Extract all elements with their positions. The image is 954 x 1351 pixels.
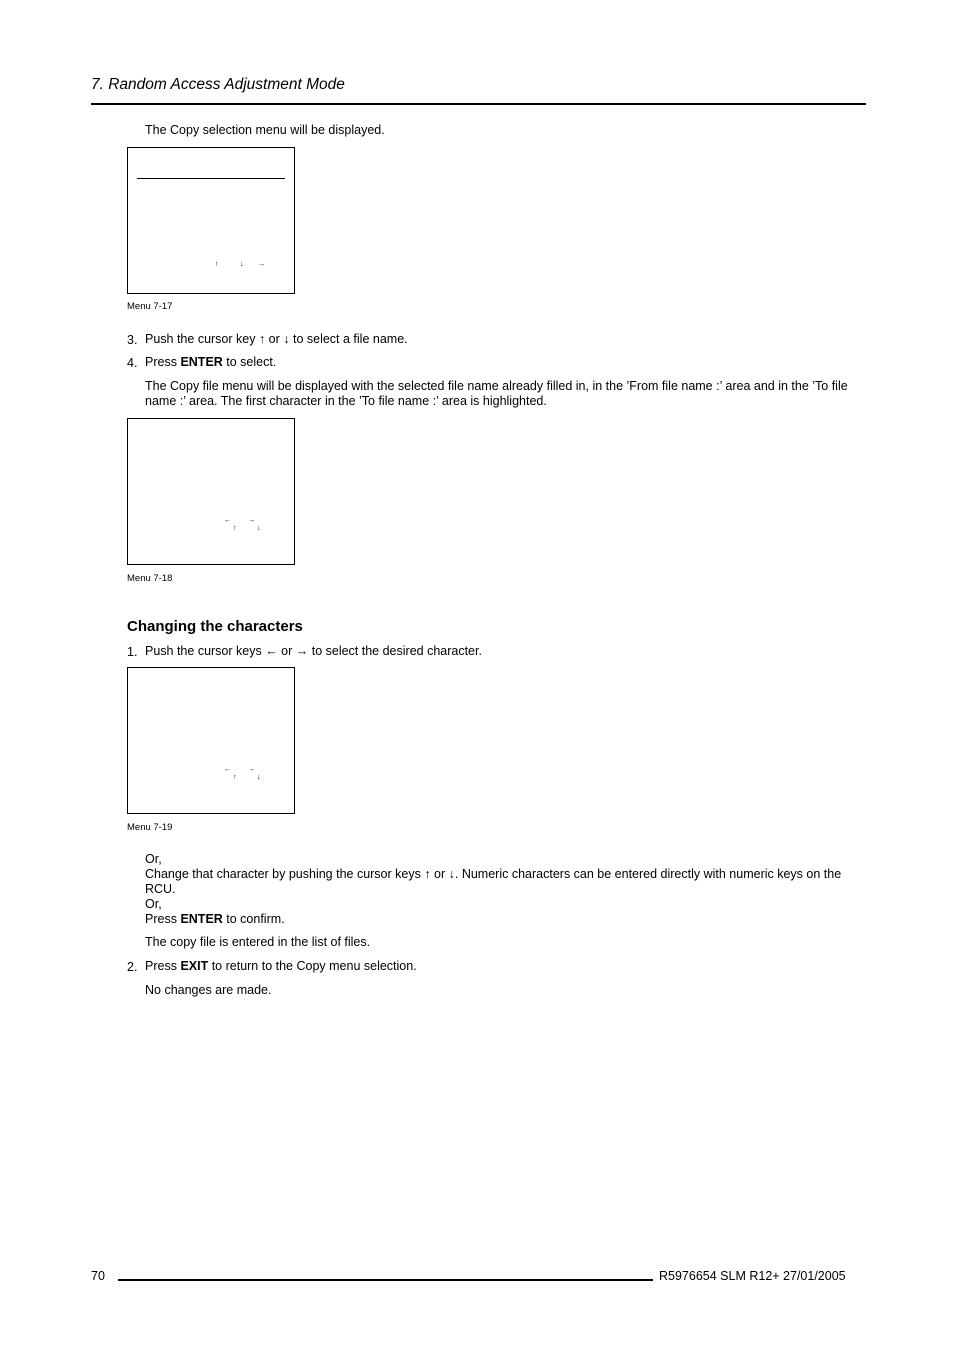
arrow-up-icon: ↑ xyxy=(215,261,219,268)
step-text: Press ENTER to select. xyxy=(145,355,277,369)
arrow-up-icon: ↑ xyxy=(233,525,237,532)
menu-7-18-illustration xyxy=(127,418,295,565)
menu-caption: Menu 7-18 xyxy=(127,573,173,584)
step-text: Push the cursor keys ← or → to select the desired character. xyxy=(145,644,482,658)
footer-rule xyxy=(118,1279,653,1281)
step-number: 2. xyxy=(127,960,138,974)
footer-doc-ref: R5976654 SLM R12+ 27/01/2005 xyxy=(659,1269,846,1283)
arrow-right-icon: → xyxy=(258,261,265,268)
section-heading: Changing the characters xyxy=(127,618,303,635)
header-rule xyxy=(91,103,866,105)
intro-text: The Copy selection menu will be displayed. xyxy=(145,123,385,137)
step-number: 3. xyxy=(127,333,138,347)
alternatives-paragraph: Or, Change that character by pushing the cursor keys ↑ or ↓. Numeric characters can be entered directly with numeric keys on the RCU. Or, Press ENTER to confirm. xyxy=(145,852,842,926)
entered-text: The copy file is entered in the list of files. xyxy=(145,935,371,949)
arrow-up-icon: ↑ xyxy=(233,774,237,781)
menu-caption: Menu 7-19 xyxy=(127,822,173,833)
step-text: Push the cursor key ↑ or ↓ to select a file name. xyxy=(145,332,408,346)
arrow-down-icon: ↓ xyxy=(257,525,261,532)
page-number: 70 xyxy=(91,1269,105,1283)
menu-caption: Menu 7-17 xyxy=(127,301,173,312)
arrow-left-icon: ← xyxy=(224,517,231,524)
menu-title-rule xyxy=(137,178,285,179)
arrow-right-icon: → xyxy=(248,517,255,524)
step-text: Press EXIT to return to the Copy menu selection. xyxy=(145,959,417,973)
key-enter: ENTER xyxy=(180,912,223,926)
menu-7-19-illustration xyxy=(127,667,295,814)
no-changes-text: No changes are made. xyxy=(145,983,272,997)
key-enter: ENTER xyxy=(180,355,223,369)
key-exit: EXIT xyxy=(180,959,209,973)
arrow-left-icon: ← xyxy=(224,766,231,773)
step-number: 4. xyxy=(127,356,138,370)
step-number: 1. xyxy=(127,645,138,659)
copy-file-paragraph: The Copy file menu will be displayed with the selected file name already filled in, in the ’From file name :’ area and in the ’To file name :’ area. The first character in the ’To file name :’ area is highlighted. xyxy=(145,379,848,408)
arrow-right-icon: → xyxy=(248,766,255,773)
arrow-down-icon: ↓ xyxy=(257,774,261,781)
menu-7-17-illustration xyxy=(127,147,295,294)
arrow-down-icon: ↓ xyxy=(240,261,244,268)
page-header-title: 7. Random Access Adjustment Mode xyxy=(91,76,345,93)
